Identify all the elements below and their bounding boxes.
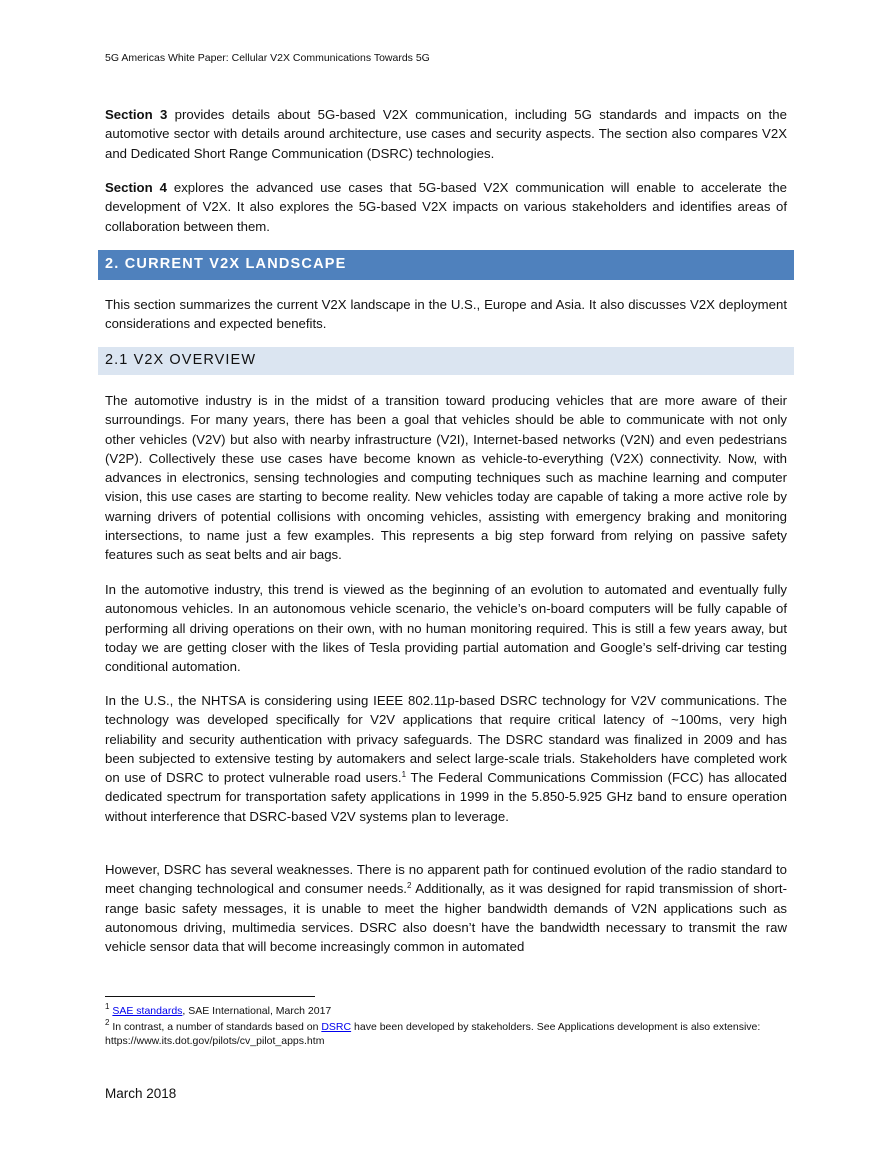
- footnote-ref-1[interactable]: 1: [401, 770, 407, 780]
- sae-standards-link[interactable]: SAE standards: [112, 1005, 183, 1017]
- intro-paragraph-section-3: [105, 105, 787, 163]
- paragraph-3-text-b: The Federal Communications Commission (FCC) has allocated dedicated spectrum for transportation safety applications in 1999 in the 5.850-5.925 GHz band to ensure operation without interference that DSRC-based V2V systems plan to leverage.: [105, 770, 787, 824]
- dsrc-link[interactable]: DSRC: [321, 1021, 352, 1033]
- footnote-2: [105, 1018, 787, 1048]
- paragraph-4-text-b: Additionally, as it was designed for rapid transmission of short-range basic safety messages, it is unable to meet the higher bandwidth demands of V2N applications such as autonomous driving, multimedia services. DSRC also doesn’t have the bandwidth necessary to transmit the raw vehicle sensor data that will become increasingly common in automated: [105, 881, 787, 955]
- overview-paragraph-3: [105, 691, 787, 826]
- section-4-label: Section 4: [105, 180, 167, 195]
- section-2-summary: This section summarizes the current V2X landscape in the U.S., Europe and Asia. It also discusses V2X deployment considerations and expected benefits.: [105, 297, 787, 332]
- footer-date: March 2018: [105, 1086, 177, 1101]
- paragraph-3-text-a: In the U.S., the NHTSA is considering using IEEE 802.11p-based DSRC technology for V2V communications. The technology was developed specifically for V2V applications that require critical latency of ~100ms, very high reliability and security authentication with privacy safeguards. The DSRC standard was finalized in 2009 and has been subjected to extensive testing by automakers and select large-scale trials. Stakeholders have completed work on use of DSRC to protect vulnerable road users.: [105, 693, 787, 786]
- footnote-ref-2[interactable]: 2: [406, 881, 412, 891]
- footnote-1-number: 1: [105, 1002, 110, 1011]
- section-3-label: Section 3: [105, 107, 168, 122]
- footnote-1: [105, 1002, 787, 1019]
- intro-paragraph-section-4: [105, 178, 787, 236]
- overview-paragraph-4: [105, 860, 787, 956]
- section-4-text: explores the advanced use cases that 5G-based V2X communication will enable to accelerate the development of V2X. It also explores the 5G-based V2X impacts on various stakeholders and identifies areas of collaboration between them.: [105, 180, 787, 234]
- footnote-2-text: have been developed by stakeholders. See Applications development is also extensive: https://www.its.dot.gov/pilots/cv_pilot_apps.htm: [105, 1021, 761, 1047]
- footnote-separator: [105, 996, 315, 997]
- section-2-1-heading: 2.1 V2X OVERVIEW: [98, 347, 794, 375]
- section-3-text: provides details about 5G-based V2X communication, including 5G standards and impacts on the automotive sector with details around architecture, use cases and security aspects. The section also compares V2X and Dedicated Short Range Communication (DSRC) technologies.: [105, 107, 787, 161]
- paragraph-4-text-a: However, DSRC has several weaknesses. There is no apparent path for continued evolution of the radio standard to meet changing technological and consumer needs.: [105, 862, 787, 897]
- running-header: 5G Americas White Paper: Cellular V2X Communications Towards 5G: [105, 52, 430, 64]
- footnote-1-text: , SAE International, March 2017: [182, 1005, 332, 1017]
- section-2-heading: 2. CURRENT V2X LANDSCAPE: [98, 250, 794, 280]
- footnote-2-number: 2: [105, 1018, 110, 1027]
- overview-paragraph-2: In the automotive industry, this trend is viewed as the beginning of an evolution to automated and eventually fully autonomous vehicles. In an autonomous vehicle scenario, the vehicle’s on-board computers will be fully capable of performing all driving operations on their own, with no human monitoring required. This is still a few years away, but today we are getting closer with the likes of Tesla providing partial automation and Google’s self-driving car testing conditional automation.: [105, 582, 787, 675]
- footnote-2-pre: In contrast, a number of standards based on: [109, 1021, 322, 1033]
- overview-paragraph-1: The automotive industry is in the midst of a transition toward producing vehicles that are more aware of their surroundings. For many years, there has been a goal that vehicles should be able to communicate with not only other vehicles (V2V) but also with nearby infrastructure (V2I), Internet-based networks (V2N) and even pedestrians (V2P). Collectively these use cases have become known as vehicle-to-everything (V2X) connectivity. Now, with advances in electronics, sensing technologies and computing techniques such as machine learning and computer vision, this use cases are starting to become reality. New vehicles today are capable of taking a more active role by warning drivers of potential collisions with oncoming vehicles, assisting with emergency braking and monitoring intersections, to name just a few examples. This represents a big step forward from relying on passive safety features such as seat belts and air bags.: [105, 393, 787, 563]
